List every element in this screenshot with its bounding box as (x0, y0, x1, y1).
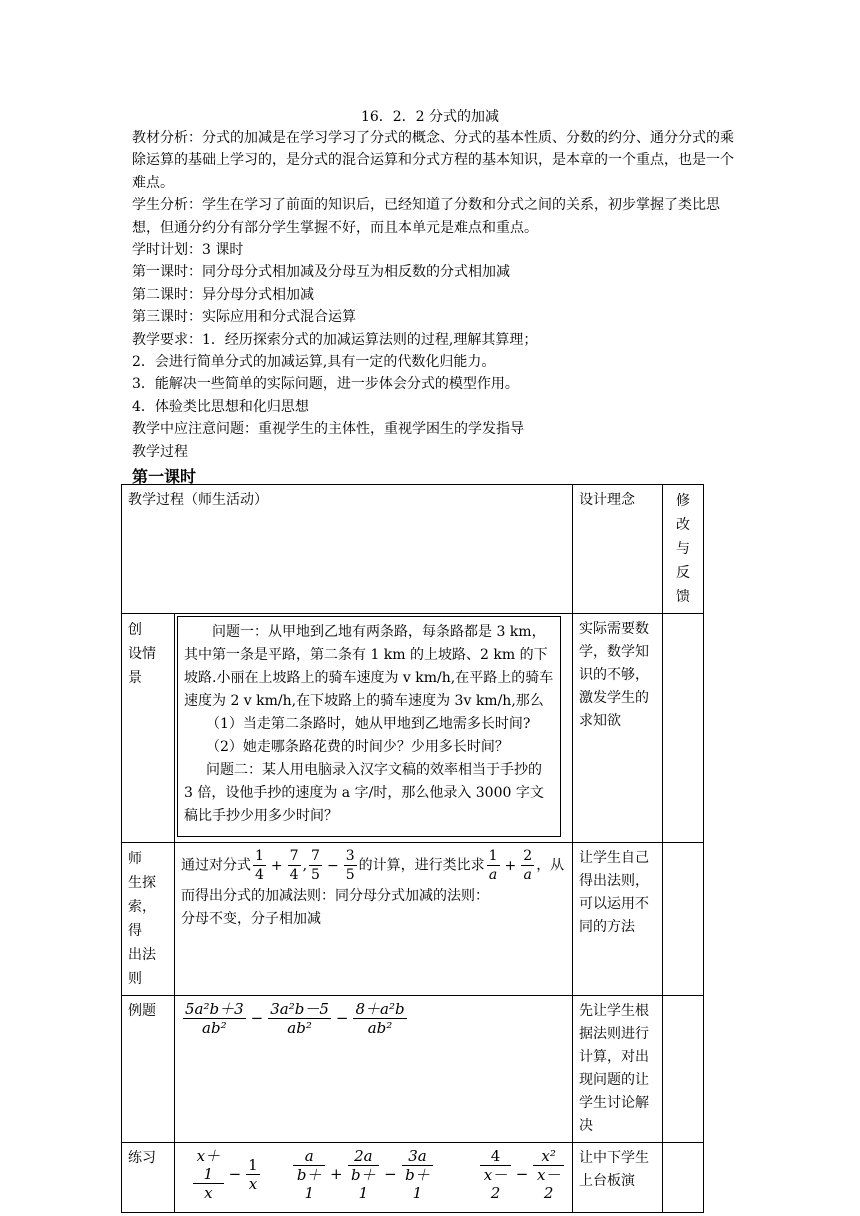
fraction-denominator: b＋1 (405, 1166, 430, 1202)
explore-text-c: ，从而得出分式的加减法则：同分母分式加减的法则： (181, 857, 565, 904)
fraction-numerator: 4 (480, 1147, 511, 1166)
row-label (122, 843, 175, 996)
intro-section (132, 127, 734, 463)
intro-paragraph: 教学中应注意问题：重视学生的主体性，重视学困生的学发指导 (132, 421, 524, 438)
fraction-numerator: 2a (348, 1147, 380, 1166)
header-process: 教学过程（师生活动） (122, 485, 573, 614)
fraction-numerator: 1 (255, 848, 264, 864)
fraction (348, 1147, 380, 1202)
lesson-table (121, 484, 704, 1213)
example-cell (175, 996, 573, 1143)
fraction-denominator: x (204, 1184, 213, 1202)
table-header-row (122, 485, 704, 614)
problem-one: 问题一：从甲地到乙地有两条路，每条路都是 3 km，其中第一条是平路，第二条有 1 km 的上坡路、2 km 的下坡路.小丽在上坡路上的骑车速度为 v km/h,在平路上的骑车速度为 2 v km/h,在下坡路上的骑车速度为 3v km/h,那么 (184, 624, 554, 709)
fraction (480, 1147, 511, 1202)
fraction (521, 847, 534, 884)
intro-paragraph: 第三课时：实际应用和分式混合运算 (132, 309, 356, 326)
fraction-numerator: 1 (248, 1156, 258, 1174)
intro-paragraph: 第二课时：异分母分式相加减 (132, 286, 314, 303)
revise-cell (663, 1143, 704, 1213)
fraction (288, 847, 301, 884)
intro-paragraph: 学生分析：学生在学习了前面的知识后，已经知道了分数和分式之间的关系，初步掌握了类比思想，但通分约分有部分学生掌握不好，而且本单元是难点和重点。 (132, 197, 720, 236)
fraction (344, 847, 357, 884)
fraction-numerator: 1 (488, 848, 498, 864)
plus-sign: + (270, 857, 283, 874)
fraction-denominator: b＋1 (351, 1166, 376, 1202)
fraction-numerator: 2 (523, 848, 533, 864)
table-row-practice (122, 1143, 704, 1213)
plus-sign: + (330, 1165, 343, 1183)
intro-paragraph: 4．体验类比思想和化归思想 (132, 398, 309, 415)
fraction-numerator: 3a (402, 1147, 434, 1166)
table-row-explore (122, 843, 704, 996)
scenario-box (177, 616, 561, 837)
fraction-denominator: ab² (202, 1019, 227, 1037)
fraction-denominator: 5 (311, 867, 320, 883)
explore-text-b: 的计算，进行类比求 (358, 857, 485, 874)
scenario-cell (175, 614, 573, 843)
explore-text: 通过对分式 $\frac{1}{4}$ + $\frac{7}{4}$ , $\frac{7}{5}$ − $\frac{3}{5}$ 的计算，进行类比求 $\frac{1}{a}$ + $\frac{2}{a}$ ，从而得出分式的加减法则：同分母分式加减的法则： (181, 848, 565, 904)
fraction-numerator: 8＋a²b (355, 1000, 405, 1018)
fraction (183, 1000, 246, 1037)
minus-sign: − (228, 1165, 242, 1183)
fraction (293, 1147, 325, 1202)
plus-sign: + (504, 857, 517, 874)
revise-cell (663, 614, 704, 843)
revise-cell (663, 843, 704, 996)
intro-paragraph: 第一课时：同分母分式相加减及分母互为相反数的分式相加减 (132, 264, 510, 281)
fraction (402, 1147, 434, 1202)
fraction (309, 847, 322, 884)
document-title: 16．2．2 分式的加减 (360, 109, 500, 125)
practice-expressions (181, 1147, 566, 1202)
fraction-denominator: ab² (367, 1019, 393, 1037)
intro-paragraph: 3．能解决一些简单的实际问题，进一步体会分式的模型作用。 (132, 376, 519, 393)
fraction-numerator: 7 (289, 848, 299, 864)
fraction-numerator: a (293, 1147, 325, 1166)
fraction-denominator: x－2 (483, 1166, 508, 1202)
row-label-text: 创 设情景 (128, 622, 156, 686)
fraction-denominator: 4 (255, 867, 264, 883)
table-row-example (122, 996, 704, 1143)
header-revise (663, 485, 704, 614)
minus-sign: − (384, 1165, 397, 1183)
minus-sign: − (515, 1165, 529, 1183)
minus-sign: − (335, 1009, 349, 1027)
fraction-numerator: 7 (311, 848, 320, 864)
fraction-denominator: x (248, 1175, 258, 1193)
fraction-denominator: 5 (345, 867, 355, 883)
explore-text-a: 通过对分式 (181, 857, 251, 874)
fraction-numerator: x² (533, 1147, 564, 1166)
rule-text: 分母不变，分子相加减 (181, 911, 321, 927)
fraction-numerator: 3 (345, 848, 355, 864)
minus-sign: − (250, 1009, 264, 1027)
example-expression (181, 1000, 566, 1037)
design-cell: 先让学生根据法则进行计算，对出现问题的让学生讨论解决 (573, 996, 663, 1143)
row-label: 练习 (122, 1143, 175, 1213)
intro-paragraph: 教材分析：分式的加减是在学习学习了分式的概念、分式的基本性质、分数的约分、通分分式的乘除运算的基础上学习的，是分式的混合运算和分式方程的基本知识，是本章的一个重点，也是一个难点。 (132, 130, 734, 191)
table-row-scenario (122, 614, 704, 843)
fraction (246, 1156, 260, 1193)
design-cell: 让学生自己得出法则，可以运用不同的方法 (573, 843, 663, 996)
fraction-denominator: a (488, 867, 498, 883)
fraction-denominator: b＋1 (296, 1166, 322, 1202)
row-label-text: 师 生探索，得 出法则 (128, 851, 156, 987)
fraction-numerator: 5a²b＋3 (185, 1000, 244, 1018)
minus-sign: − (326, 857, 339, 874)
question-two: （2）她走哪条路花费的时间少？少用多长时间？ (206, 739, 509, 755)
fraction-denominator: ab² (287, 1019, 312, 1037)
revise-cell (663, 996, 704, 1143)
fraction-numerator: 3a²b－5 (270, 1000, 329, 1018)
lesson-heading: 第一课时 (132, 467, 197, 486)
design-cell: 让中下学生上台板演 (573, 1143, 663, 1213)
problem-two: 问题二：某人用电脑录入汉字文稿的效率相当于手抄的 3 倍，设他手抄的速度为 a 字/时，那么他录入 3000 字文稿比手抄少用多少时间？ (184, 762, 544, 824)
intro-paragraph: 教学过程 (132, 443, 188, 460)
fraction-denominator: 4 (289, 867, 299, 883)
header-revise-text: 修改与反馈 (676, 493, 690, 605)
question-one: （1）当走第二条路时，她从甲地到乙地需多长时间? (206, 716, 531, 732)
intro-paragraph: 学时计划：3 课时 (132, 242, 244, 259)
practice-cell (175, 1143, 573, 1213)
header-design: 设计理念 (573, 485, 663, 614)
intro-paragraph: 教学要求：1．经历探索分式的加减运算法则的过程,理解其算理； (132, 331, 538, 348)
fraction (353, 1000, 406, 1037)
explore-cell (175, 843, 573, 996)
fraction-numerator: x＋1 (193, 1147, 224, 1184)
intro-paragraph: 2．会进行简单分式的加减运算,具有一定的代数化归能力。 (132, 354, 496, 371)
fraction-denominator: x－2 (536, 1166, 561, 1202)
fraction (533, 1147, 564, 1202)
fraction (253, 847, 266, 884)
design-cell: 实际需要数学，数学知识的不够，激发学生的求知欲 (573, 614, 663, 843)
row-label: 例题 (122, 996, 175, 1143)
fraction (193, 1147, 224, 1202)
fraction-denominator: a (523, 867, 532, 883)
fraction (487, 847, 500, 884)
row-label (122, 614, 175, 843)
fraction (268, 1000, 331, 1037)
